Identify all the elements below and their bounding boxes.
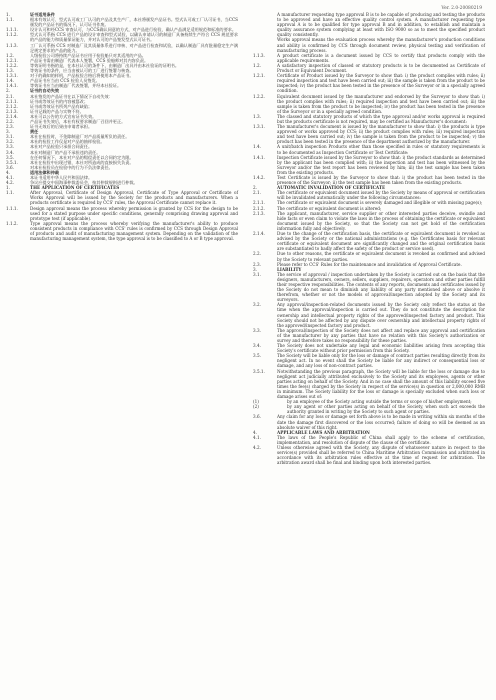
clause-number: 1.2.	[6, 52, 14, 58]
clause-number: 3.5.1.	[6, 159, 18, 165]
clause-number: 2.1.4.	[253, 231, 265, 237]
left-column	[6, 12, 238, 241]
clause	[253, 53, 485, 63]
clause-text: by any agent or other parties acting on behalf of the Society, when such act exceeds the authority granted in writing by the Society to such agent or parties.	[287, 404, 485, 415]
clause-text: 证书记载的产品与实物不符。	[30, 108, 84, 114]
version-label: Ver. 2.0-20080219	[441, 6, 482, 11]
clause-text: Works approval means the evaluation process whereby the manufacturer's production conditions and ability is confirmed by CCS through document review, physical testing and verification of manufacturing process.	[277, 37, 485, 53]
clause-text: 等效证书的条件，应当由被认可的工厂进行签署与核查。	[30, 68, 134, 74]
clause-text: 证书无效后的后果由申请者承担。	[30, 124, 93, 130]
clause	[253, 231, 485, 251]
clause-number: 3.4.	[6, 149, 14, 155]
clause-number: 1.2.	[253, 62, 261, 68]
clause-text: 工厂认可系指 CCS 对制造厂及其质量体系进行审核、对产品进行检查和试验，以确认制造厂具有批量稳定生产满足规定要求的产品的能力。	[30, 42, 238, 53]
clause-number: 4.2.	[6, 180, 14, 186]
clause-number: 4.1.	[6, 175, 14, 180]
clause	[253, 94, 485, 114]
clause-text: The manufacturer's document is issued by the manufacturer to show that: i) the products is type approved or works approved by CCS; ii) the product complies with rules; iii) required inspection and test have been carried out; iv) the sample is taken from the product to be inspected; v) the product has been tested in the presence of the department authorized by the manufacturer.	[277, 124, 485, 145]
clause-text: A satisfactory inspection of classed or statutory products is to be documented as Certificate of Product or Equivalent Document.	[277, 62, 485, 74]
clause-text: Notwithstanding the previous paragraph, the Society will be liable for the loss or damage due to negligent act judicially attributed exclusively to the Society and its employees, agents or other parties acting on behalf of the Society. And in no case shall the amount of this liability exceed five times the fee(s) charged by the Society in respect of the service(s) in question or 2,000,000 RMB in minimum. The Society liability for the loss or damage is specially excluded when such loss or damage arises out of:	[277, 368, 485, 400]
clause-text: 证书或等效证书所列产品有缺陷；	[30, 103, 93, 109]
clause-number: 2.1.1.	[253, 200, 265, 206]
clause-text: by an employee of the Society acting outside the terms or scope of his/her employment;	[287, 399, 472, 405]
clause-text: 产品证书应当由 CCS 检验人员签发。	[30, 78, 100, 84]
clause-number: 1.2.1.	[6, 57, 18, 63]
clause-number: 1.4.	[6, 78, 14, 84]
clause	[253, 328, 485, 343]
clause-number: 2.1.3.	[253, 210, 265, 216]
clause-text: AUTOMATIC INVALIDATION OF CERTIFICATE	[277, 185, 386, 191]
clause-number: 1.3.	[6, 68, 14, 74]
clause-text: 产品证书需由制造厂代表本人签署，CCS 验船师对其内容负责。	[30, 57, 149, 63]
clause-number: 2.1.3.	[6, 108, 18, 114]
clause-text: 本社可以公告的方式宣布证书失效。	[30, 113, 97, 119]
clause	[253, 435, 485, 445]
clause	[253, 190, 485, 200]
clause-number: 1.4.2.	[253, 175, 265, 180]
clause-text: Certificate of Product issued by the Surveyor to show that: i) the product complies with rules; ii) required inspection and test have been carried out; iii) the sample is taken from the product to be inspected; iv) the product has been tested in the presence of the Surveyor or in a specially agreed condition.	[277, 73, 485, 94]
clause	[253, 114, 485, 124]
clause	[253, 414, 485, 429]
clause-number: 1.1.3.	[6, 42, 18, 48]
clause-number: 1.3.	[253, 113, 261, 119]
clause-number: 1.	[6, 12, 10, 17]
clause-text: 本社在检验中出现过错，本社对所造成的直接损失负责。	[30, 159, 134, 165]
clause	[6, 190, 238, 205]
clause-text: The classed and statutory products of which the type approval and/or works approval is required but the products certificate is not required, may be certified as Manufacturer's document:	[277, 113, 485, 124]
clause-text: 证书的自动失效	[30, 88, 59, 94]
clause-text: 证书或等效证书的内容被篡改；	[30, 98, 88, 104]
clause-text: 型式认可系指 CCS 进行产品的设计审查和型式试验，以确认申请认可的制造厂具备持续生产符合 CCS 规范要求的产品的能力和质量保证能力，并对认可的产品签发型式认可证书。	[30, 32, 238, 43]
clause	[253, 353, 485, 368]
clause-text: Due to the change of the certification basis, the certificate or equivalent document is revoked as advised by the Society or the national administrations (e.g. the Certificates basis for relevant certificate or equivalent document are significantly changed and the original certification basis are substantiated to badly affect the safety of the product or service used).	[277, 231, 485, 252]
clause-text: The approval/inspection of the Society does not affect and replace any approval and certification of the manufacturer by any parties that have no relation with this Society's authorization or survey and therefore takes no responsibility for these parties.	[277, 327, 485, 343]
clause-number: 1.1.2.	[6, 32, 18, 38]
clause-text: The certificate or equivalent document issued by the Society by means of approval or certification will be invalidated automatically under the following circumstances:	[277, 190, 485, 201]
clause	[253, 343, 485, 353]
clause-text: Test Certificate is issued by the Surveyor to show that: i) the product has been tested in the presence of the Surveyor; ii) the test sample has been taken from the existing products.	[277, 175, 485, 186]
clause	[253, 12, 485, 37]
clause-number: 3.5.1.	[253, 368, 265, 374]
clause-number: 2.2.	[6, 118, 14, 124]
clause-text: A unit/batch inspection Products other than those specified in rules or statutory requirements is to be documented as Inspection Certificate or Test Certificate:	[277, 144, 485, 155]
clause-text: 人级检验公司将持续产品证书应用于检验船只对其适用的产品。	[30, 52, 146, 58]
clause-number: 2.	[6, 88, 10, 94]
clause	[6, 206, 238, 221]
clause-number: 1.1.	[6, 17, 14, 23]
clause-text: 本社的检验工作仅是对产品的抽样检验。	[30, 139, 105, 145]
clause	[6, 43, 238, 53]
clause-text: THE APPLICATION OF CERTIFICATES	[30, 185, 120, 191]
clause	[253, 445, 485, 465]
clause-text: 对本社检验员在检验中的行为不负法律责任。	[30, 164, 113, 170]
clause-text: 责任	[30, 129, 39, 135]
clause-number: 1.	[6, 185, 10, 191]
clause-text: 本社在检验时，不免除制造厂对产品质量所负的责任。	[30, 134, 130, 140]
clause-number: 2.1.2.	[6, 103, 18, 109]
clause	[6, 32, 238, 42]
clause-number: 2.3.	[253, 261, 261, 267]
clause-text: The applicant, manufacturer, service supplier or other interested parties deceive, swindle and hide facts or even claim to violate the laws in the process of obtaining the certificate or equivalent document issued by the Society, so that the Society can not get hold of the certification information fully and objectively.	[277, 210, 485, 231]
clause-number: 1.3.1.	[6, 73, 18, 79]
clause	[253, 302, 485, 327]
clause	[253, 404, 485, 414]
clause	[253, 211, 485, 231]
clause-number: 1.1.1.	[6, 205, 18, 211]
clause-number: 2.1.1.	[6, 98, 18, 104]
clause-number: 2.1.	[6, 93, 14, 99]
clause-text: 本社签发的产品证书在以下情况下自动失效：	[30, 93, 113, 99]
clause-number: 3.4.	[253, 343, 261, 349]
right-column	[253, 12, 485, 465]
clause-text: The certificate or equivalent document is severely damaged and illegible or with missing page(s);	[277, 200, 483, 206]
clause-text: Design approval means the process whereby permission is granted by CCS for the design to be used for a stated purpose under specific conditions, generally comprising drawing approval and prototype test (if applicable).	[30, 205, 238, 221]
clause-number: 1.4.	[253, 144, 261, 150]
clause-number: 1.2.1.	[253, 73, 265, 79]
clause-number: 1.1.3.	[253, 52, 265, 58]
clause-number: 3.	[253, 266, 257, 272]
clause-text: 等效证明书指的是，在本社认可的条件下，由制造厂出具并由本社验证的证明书。	[30, 62, 180, 68]
clause-number: 3.1.	[253, 271, 261, 277]
clause	[253, 369, 485, 400]
clause-number: 4.	[253, 429, 257, 435]
clause-number: 1.4.1.	[253, 154, 265, 160]
clause-text: 适用法律和仲裁	[30, 169, 59, 175]
clause-number: 3.5.	[253, 353, 261, 359]
clause-text: Inspection Certificate issued by the Surveyor to show that: i) the product standards as determined by the applicant has been complied with; ii) the inspection and test has been witnessed by the Surveyor and/or the test report has been reviewed by him; iii) the test sample has been taken from the existing products.	[277, 154, 485, 175]
clause-number: 3.	[6, 129, 10, 135]
clause-text: 设计认可和经CCS 审查认可，与CCS确认同意的方式，对产品进行检验，确认产品满足适用规范和标准的要求。	[30, 27, 236, 33]
clause-text: Any claim for any loss or damage set forth above is to be made in writing within six months of the date the damage first discovered or the loss occurred; failure of doing so will be deemed as an absolute waiver of this right.	[277, 414, 485, 430]
clause	[253, 37, 485, 52]
clause-text: Equivalent document issued by the manufacturer and endorsed by the Surveyor to show that: i) the product complies with rules; ii) required inspection and test have been carried out; iii) the sample is taken from the product to be inspected; iv) the product has been tested in the presence of the Surveyor or in a specially agreed condition.	[277, 93, 485, 114]
clause-text: 本社对制造厂的产品不承担违约责任。	[30, 149, 101, 155]
clause	[253, 124, 485, 144]
clause-text: Due to other reasons, the certificate or equivalent document is revoked as confirmed and advised by the Society to relevant parties.	[277, 251, 485, 262]
clause-text: Please refer to CCS' Rules for the maintenance and invalidation of Approval Certificate.	[277, 261, 462, 267]
clause-text: A product certificate is a document issued by CCS to certify that products comply with the applicable requirements.	[277, 52, 485, 63]
clause-text: The certificate or equivalent document is altered;	[277, 205, 382, 211]
clause-text: After Approval, Certificate of Design Approval, Certificate of Type Approval or Certificate of Works Approval will be issued by the Society for the products and manufacturers. When a products certificate is required by CCS' rules, the Approval Certificate cannot replace it.	[30, 190, 238, 206]
clause-text: 本社对产品检验只承担合同责任。	[30, 144, 93, 150]
clause	[253, 155, 485, 175]
clause-number: 3.2.	[6, 139, 14, 145]
clause	[253, 251, 485, 261]
clause-number: 3.5.	[6, 154, 14, 160]
clause-number: 1.3.1.	[253, 124, 265, 130]
clause-number: 4.1.	[253, 434, 261, 440]
clause-number: 2.2.	[253, 251, 261, 257]
clause-number: 3.6.	[253, 414, 261, 420]
clause	[6, 17, 238, 27]
clause-number: (1)	[253, 399, 259, 405]
clause	[253, 144, 485, 154]
clause-number: 1.1.	[6, 190, 14, 196]
clause-number: 1.2.2.	[6, 62, 18, 68]
clause-text: 对于的确知的样机，产品检验合格后将使用本产品证书。	[30, 73, 134, 79]
clause-text: The Society will be liable only for the loss or damage of contract parties resulting directly from its negligent act. In no event shall the Society be liable for any indirect or consequential loss or damage, and any loss of non-contract parties.	[277, 353, 485, 369]
clause-number: 1.2.2.	[253, 93, 265, 99]
clause-number: 3.3.	[253, 327, 261, 333]
clause-number: 2.1.4.	[6, 113, 18, 119]
clause-number: 3.6.	[6, 164, 14, 170]
clause-text: 根本有效认可、型式认可或工厂认可的产品及其生产厂，本社将颁发产品证书。型式认可或工厂认可证书，当CCS颁发的产品证书的情况下，认可证书作废。	[30, 17, 238, 28]
clause-text: 争议应提交中国海事仲裁委员会，按其仲裁规则进行仲裁。	[30, 180, 138, 186]
clause-number: 1.4.1.	[6, 83, 18, 89]
clause-number: 2.	[253, 185, 257, 191]
clause-text: The Society does not undertake any legal and economic liabilities arising from accepting this Society's certificate without prior permission from this Society.	[277, 343, 485, 354]
clause-text: 本证书适用中华人民共和国法律。	[30, 175, 93, 180]
clause-number: 3.3.	[6, 144, 14, 150]
clause-number: 2.3.	[6, 124, 14, 130]
clause-text: 产品证书失效后，本社有权要求制造厂召回并更正。	[30, 118, 126, 124]
clause-number: 3.2.	[253, 302, 261, 308]
clause-text: Any approval/inspection-related documents issued by the Society only reflect the status at the time when the approval/inspection is carried out. They do not constitute the description for ownership and intellectual property rights of the approved/inspected factory and product. This Society should not be affected by any dispute over ownership and intellectual property rights of the approved/inspected factory and product.	[277, 302, 485, 328]
clause-text: Type approval means the process whereby verifying the manufacturer's ability to produce consistent products in compliance with CCS' rules is confirmed by CCS through Design Approval of products and audit of manufacturing management system. Depending on the validation of the manufacturing management system, the type approval is to be classified to A or B type approval.	[30, 220, 238, 242]
clause-number: 3.1.	[6, 134, 14, 140]
clause-number: 4.	[6, 169, 10, 175]
clause	[253, 175, 485, 185]
clause	[253, 63, 485, 73]
clause-number: 2.1.2.	[253, 205, 265, 211]
clause-text: 在任何情况下，本社对产品的赔偿责任以合同约定为限。	[30, 154, 134, 160]
clause-text: The service of approval / inspection undertaken by the Society is carried out on the basis that the designers, manufacturers, owners, sellers, suppliers, repairers, operators and other parties fulfill their respective responsibilities. The contents of any reports, documents and certificates issued by the Society do not mean to diminish any liability of any party mentioned above or absolve it therefrom, whether or not the models of approval/inspection adopted by the Society and its surveyors.	[277, 271, 485, 303]
clause-number: 2.1.	[253, 190, 261, 196]
clause-text: 等效证书应当由制造厂代表签署，并经本社验证。	[30, 83, 122, 89]
clause-number: 4.2.	[253, 444, 261, 450]
clause-text: Unless otherwise agreed with the Society, any dispute of whatsoever nature in respect to the service(s) provided shall be referred to China Maritime Arbitration Commission and arbitrated in accordance with its arbitration rules effective at the time of request for arbitration. The arbitration award shall be final and binding upon both interested parties.	[277, 444, 485, 466]
clause	[253, 272, 485, 303]
clause-text: The laws of the People's Republic of China shall apply to the scheme of certification, implementation, and resolution of dispute of the clause of the certificate.	[277, 434, 485, 445]
clause-text: A manufacturer requesting type approval B is to be capable of producing and testing the products to be approved and have an effective quality control system. A manufacturer requesting type approval A is to be qualified for type approval B and in addition, to establish and maintain a quality assurance system complying at least with ISO 9000 so as to meet the specified product quality consistently.	[277, 12, 485, 38]
clause-number: 1.1.2.	[6, 220, 18, 226]
clause-number: 1.1.1.	[6, 27, 18, 33]
clause-text: LIABILITY	[277, 266, 302, 272]
clause-text: APPLICABLE LAWS AND ARBITRATION	[277, 429, 370, 435]
clause	[6, 221, 238, 241]
clause	[253, 73, 485, 93]
clause-text: 证书适用条件	[30, 12, 55, 17]
clause-number: (2)	[253, 404, 259, 410]
